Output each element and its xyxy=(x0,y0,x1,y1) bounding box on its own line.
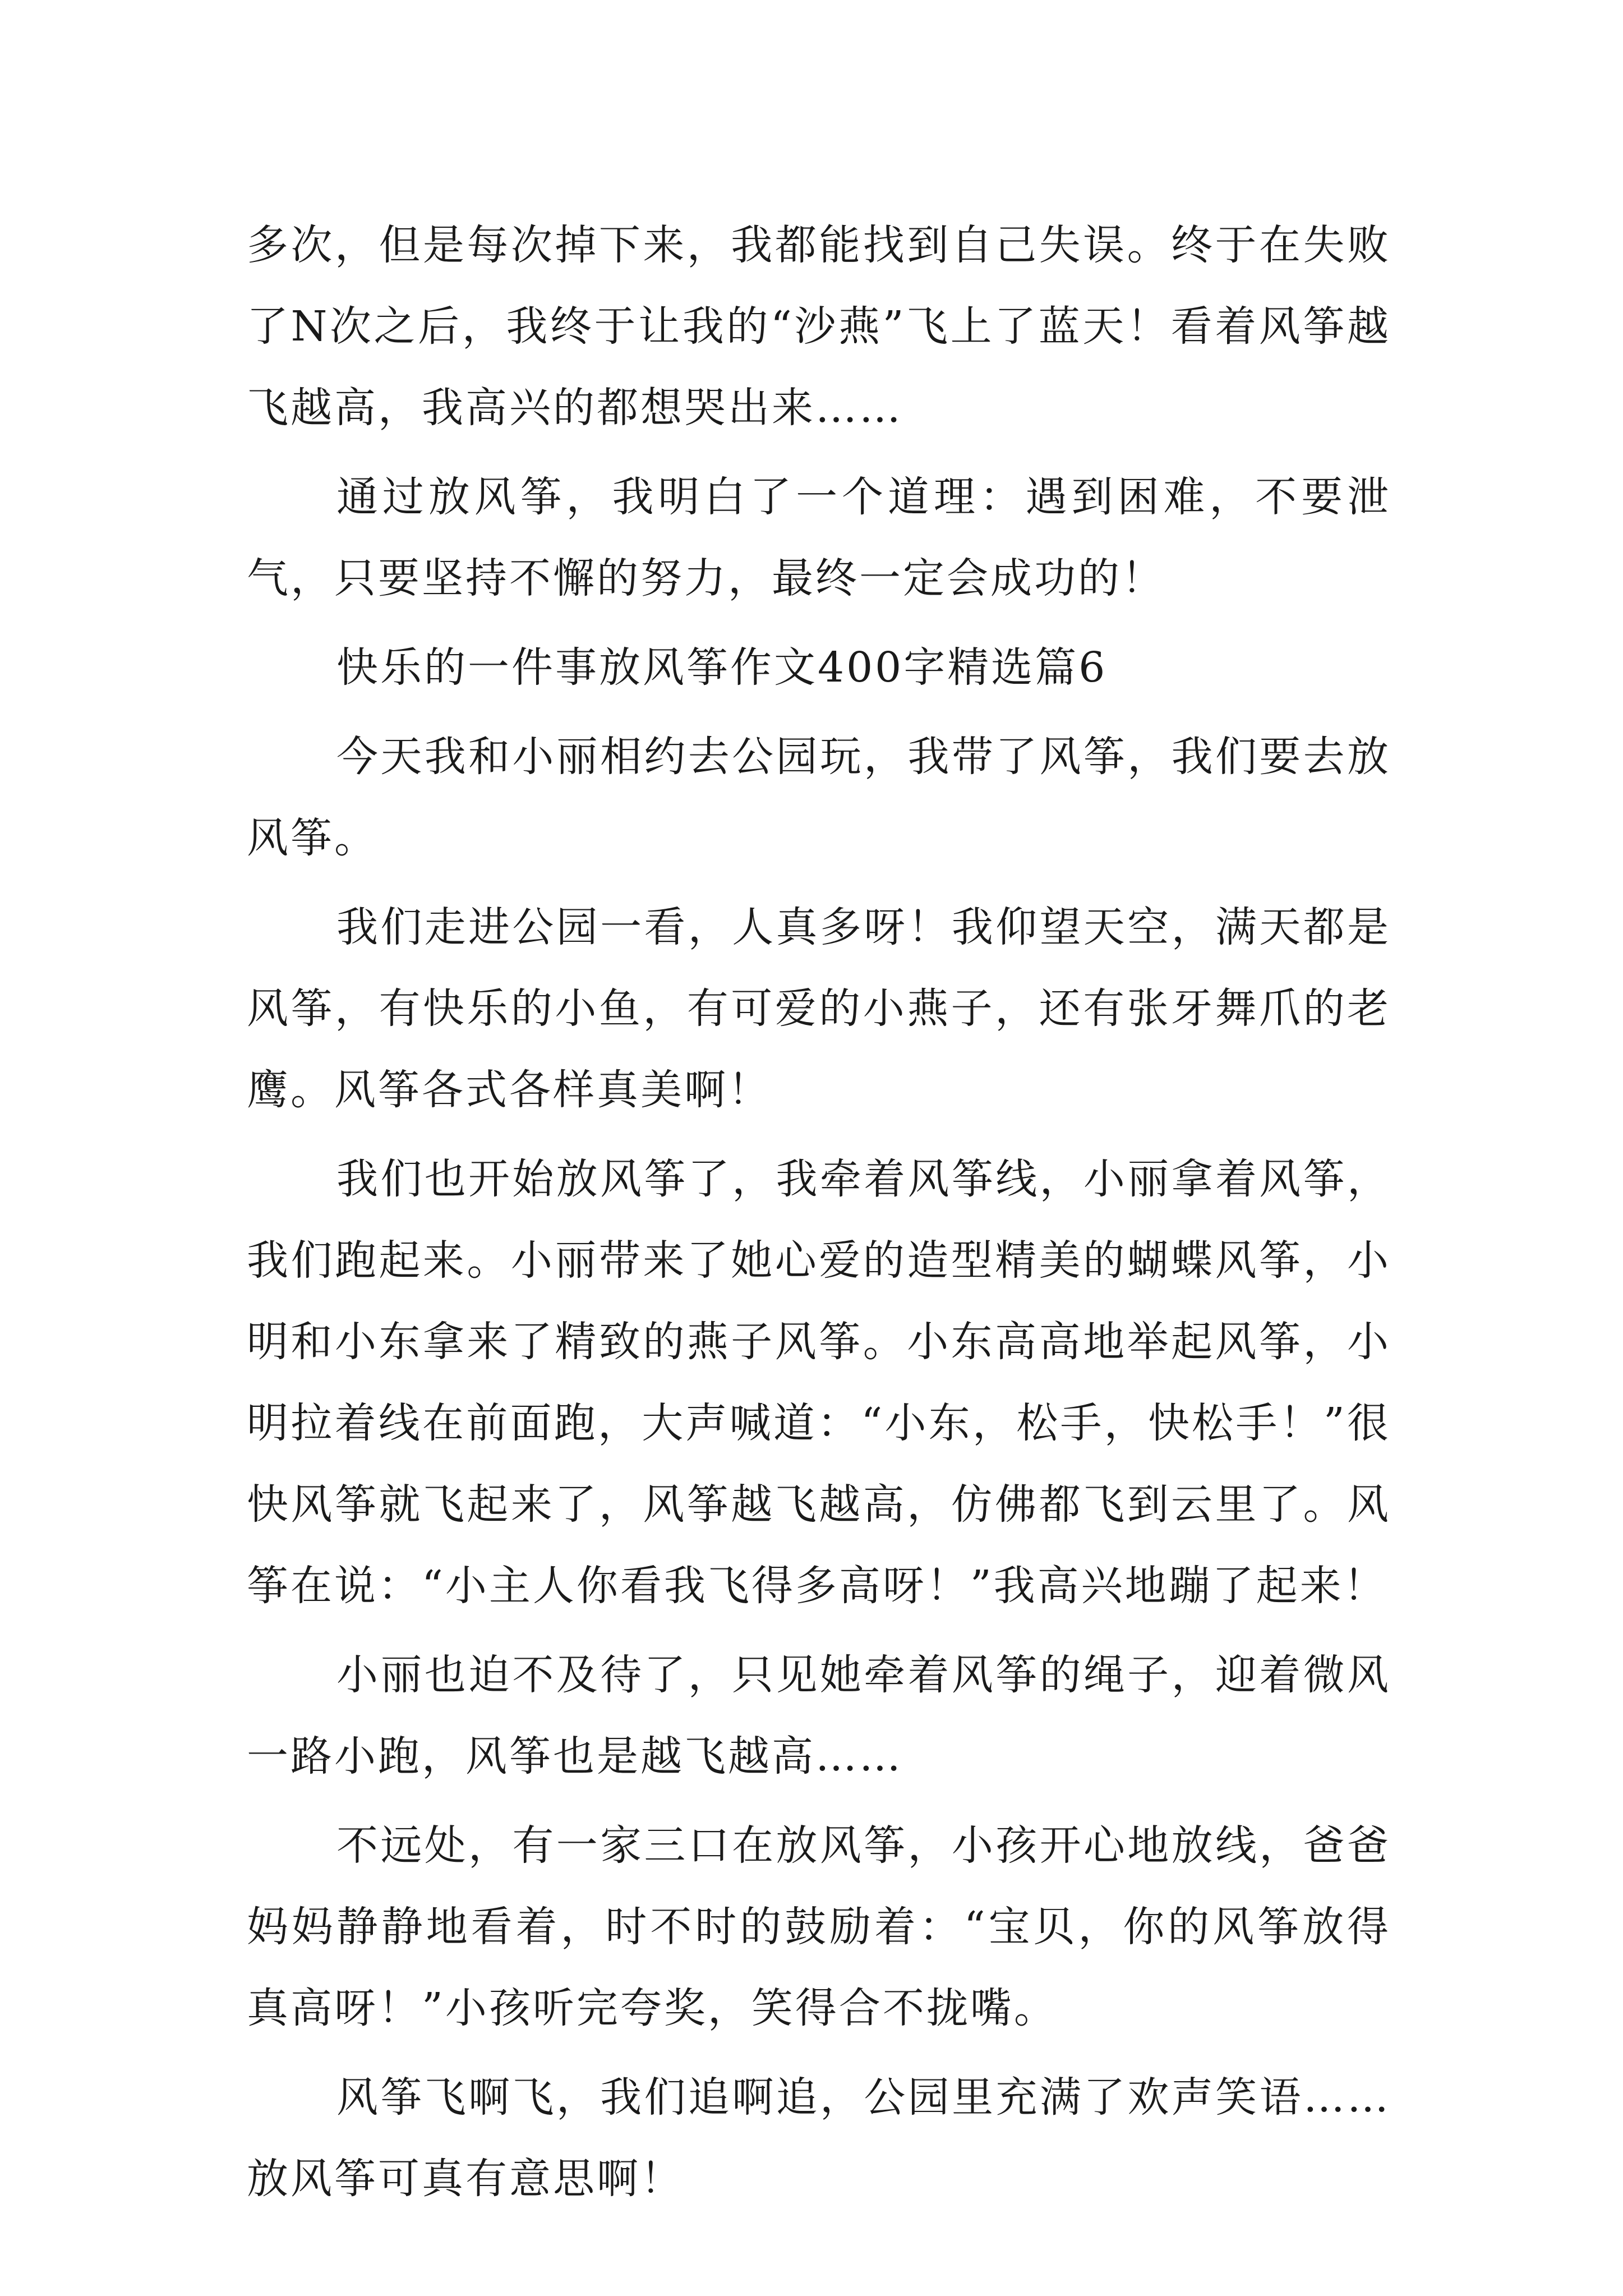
paragraph-ending: 风筝飞啊飞，我们追啊追，公园里充满了欢声笑语……放风筝可真有意思啊！ xyxy=(247,2073,1391,2203)
paragraph-lesson: 通过放风筝，我明白了一个道理：遇到困难，不要泄气，只要坚持不懈的努力，最终一定会成功的！ xyxy=(247,473,1391,602)
paragraph-intro: 今天我和小丽相约去公园玩，我带了风筝，我们要去放风筝。 xyxy=(247,733,1391,862)
paragraph-flying: 我们也开始放风筝了，我牵着风筝线，小丽拿着风筝，我们跑起来。小丽带来了她心爱的造型精美的蝴蝶风筝，小明和小东拿来了精致的燕子风筝。小东高高地举起风筝，小明拉着线在前面跑，大声喊道：“小东，松手，快松手！”很快风筝就飞起来了，风筝越飞越高，仿佛都飞到云里了。风筝在说：“小主人你看我飞得多高呀！”我高兴地蹦了起来！ xyxy=(247,1155,1391,1610)
paragraph-family: 不远处，有一家三口在放风筝，小孩开心地放线，爸爸妈妈静静地看着，时不时的鼓励着：“宝贝，你的风筝放得真高呀！”小孩听完夸奖，笑得合不拢嘴。 xyxy=(247,1821,1391,2032)
paragraph-park: 我们走进公园一看，人真多呀！我仰望天空，满天都是风筝，有快乐的小鱼，有可爱的小燕子，还有张牙舞爪的老鹰。风筝各式各样真美啊！ xyxy=(247,903,1391,1114)
paragraph-xiaoli: 小丽也迫不及待了，只见她牵着风筝的绳子，迎着微风一路小跑，风筝也是越飞越高…… xyxy=(247,1651,1391,1780)
document-body xyxy=(247,205,1391,2228)
section-heading: 快乐的一件事放风筝作文400字精选篇6 xyxy=(336,643,1108,692)
paragraph-continuation: 多次，但是每次掉下来，我都能找到自己失误。终于在失败了N次之后，我终于让我的“沙燕”飞上了蓝天！看着风筝越飞越高，我高兴的都想哭出来…… xyxy=(247,221,1391,432)
